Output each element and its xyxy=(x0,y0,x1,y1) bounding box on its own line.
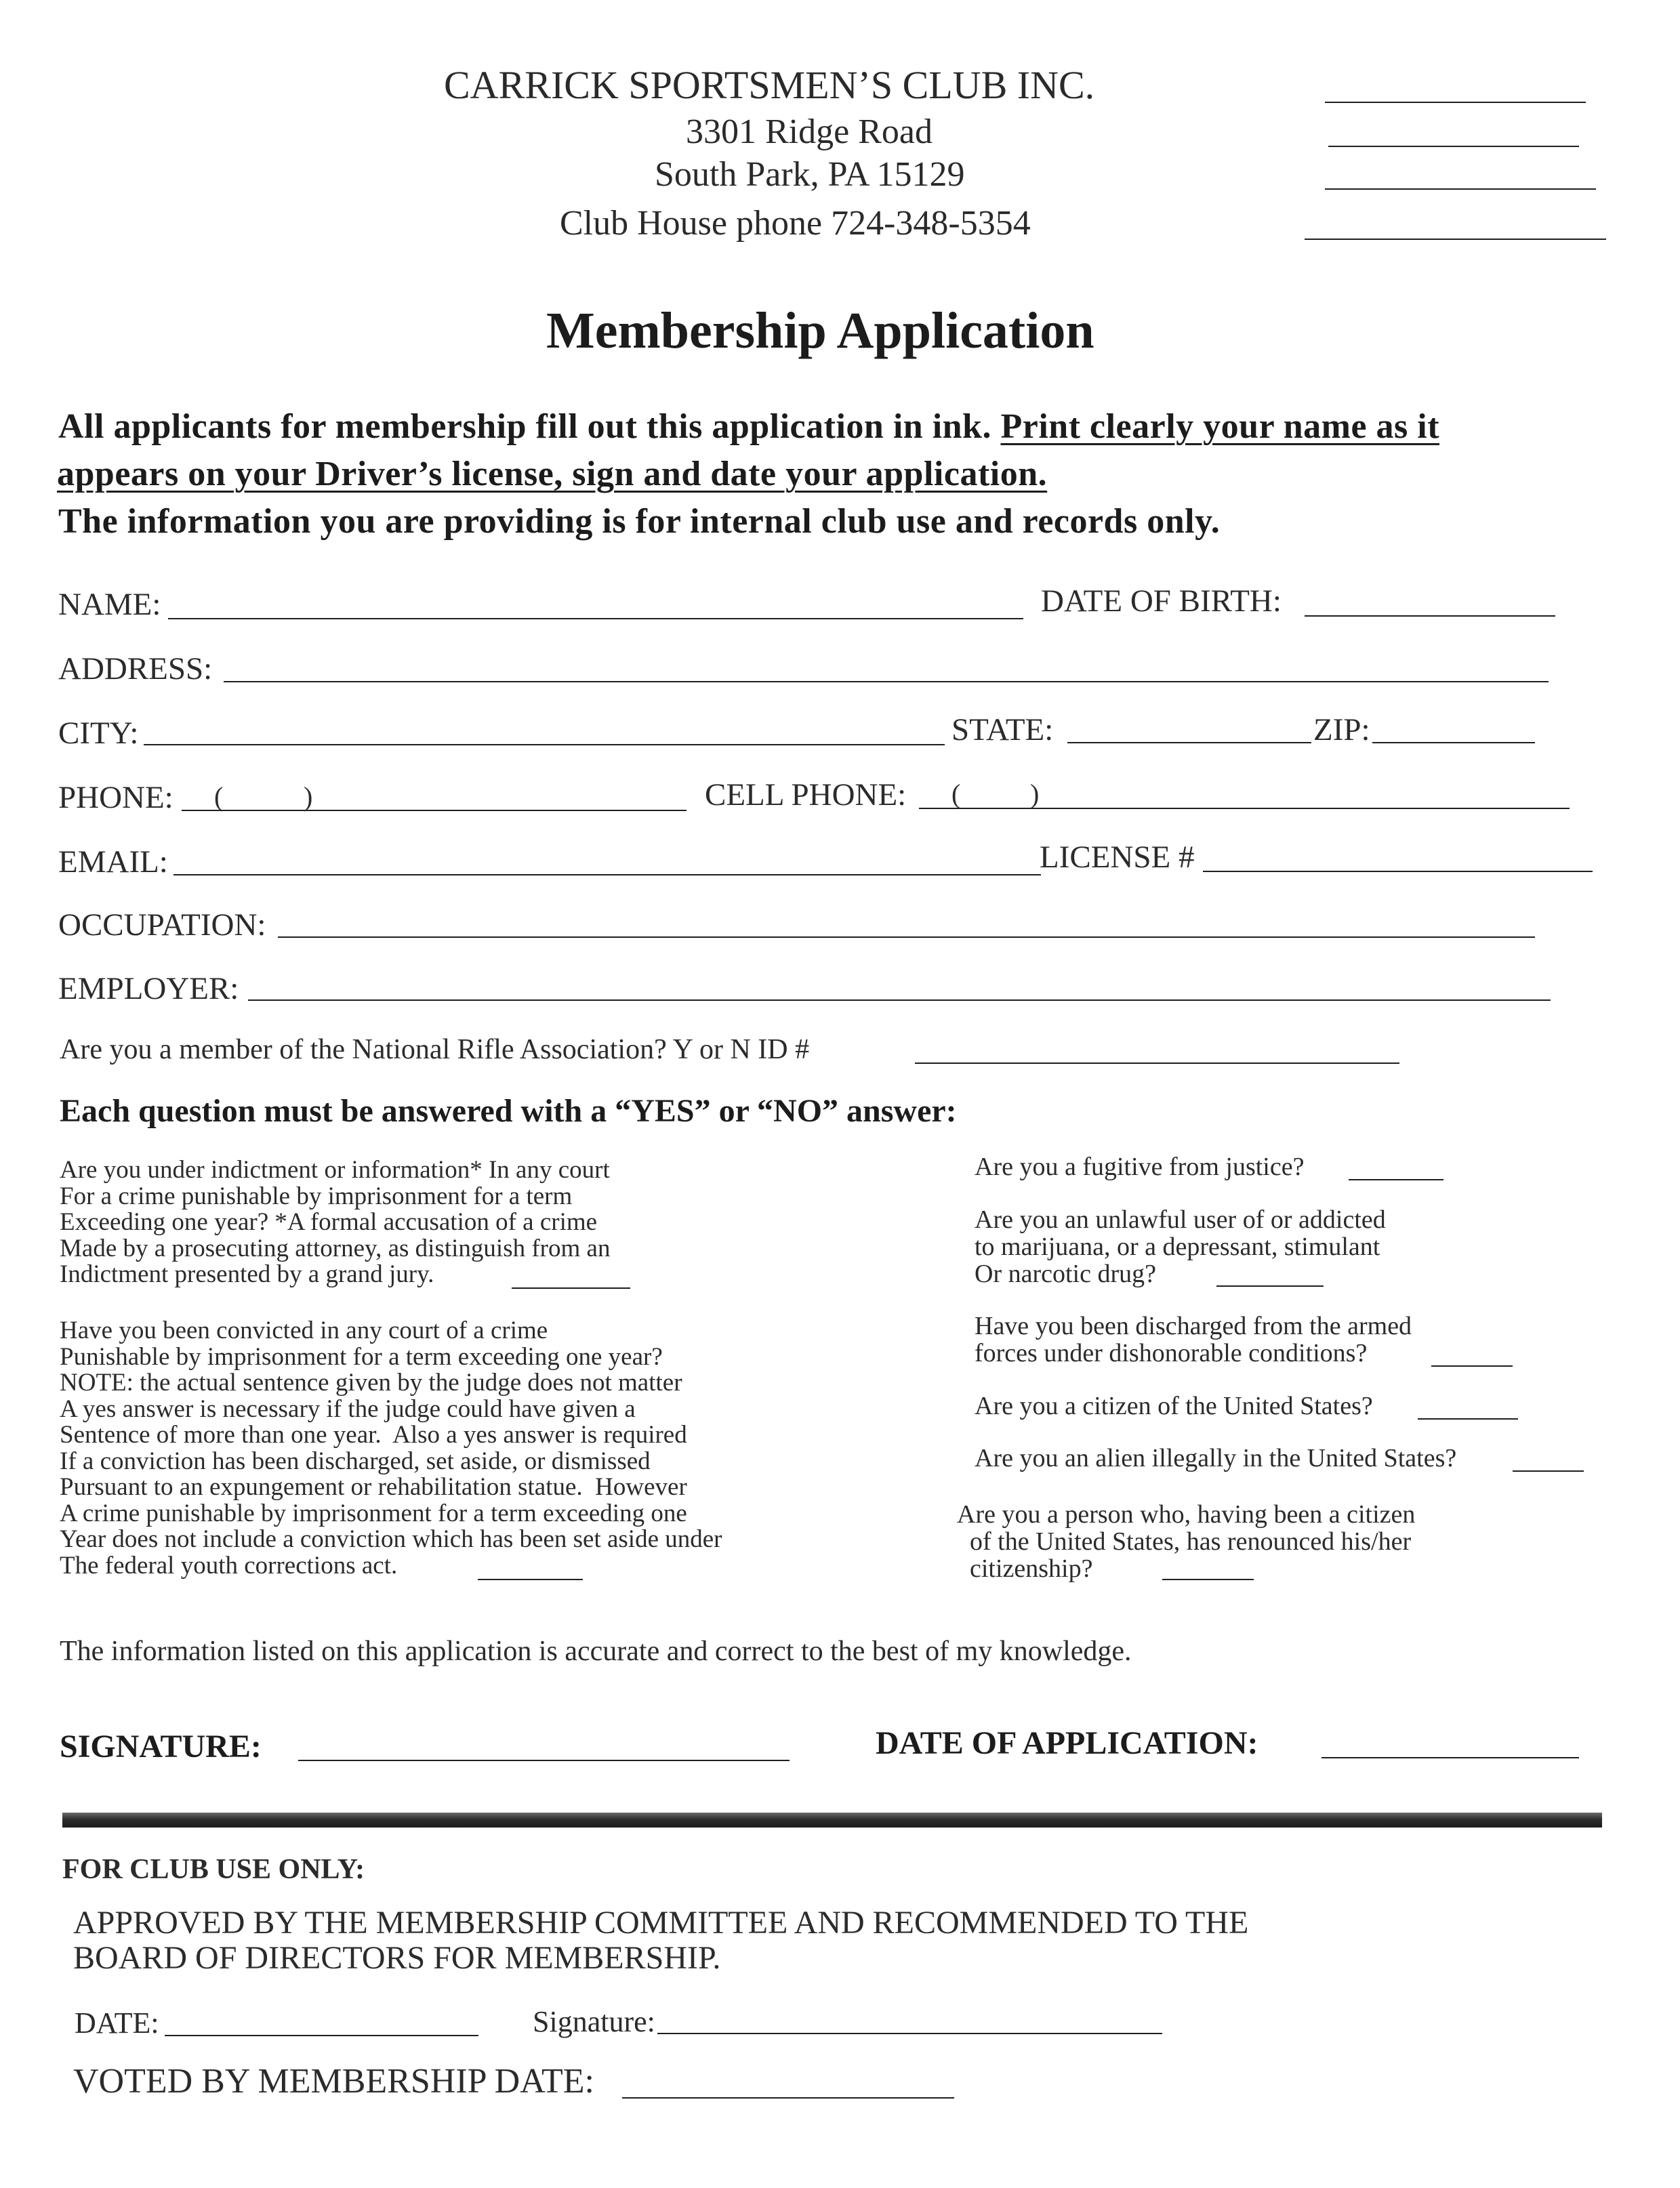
answer-illegal-alien[interactable] xyxy=(1513,1470,1584,1472)
phone-area-paren-open: ( xyxy=(214,781,224,812)
address-field[interactable] xyxy=(224,681,1549,682)
phone-area-paren-close: ) xyxy=(304,781,313,812)
club-use-signature-field[interactable] xyxy=(657,2033,1162,2034)
date-of-application-label: DATE OF APPLICATION: xyxy=(876,1725,1258,1761)
answer-convicted[interactable] xyxy=(478,1579,583,1580)
cell-area-paren-close: ) xyxy=(1030,779,1040,809)
question-drug-user: Are you an unlawful user of or addicted to marijuana, or a depressant, stimulant Or narcotic drug? xyxy=(975,1205,1386,1288)
dob-field[interactable] xyxy=(1305,615,1555,617)
club-city-state: South Park, PA 15129 xyxy=(655,155,965,194)
instructions-line-2: appears on your Driver’s license, sign and date your application. xyxy=(57,455,1048,493)
attestation-text: The information listed on this application is accurate and correct to the best of my knowledge. xyxy=(60,1636,1132,1667)
signature-label: SIGNATURE: xyxy=(60,1729,262,1764)
employer-label: EMPLOYER: xyxy=(58,971,239,1006)
office-use-line-1[interactable] xyxy=(1325,102,1586,103)
club-use-approved-text: APPROVED BY THE MEMBERSHIP COMMITTEE AND RECOMMENDED TO THE BOARD OF DIRECTORS FOR MEMBERSHIP. xyxy=(73,1905,1249,1976)
zip-field[interactable] xyxy=(1372,742,1535,743)
phone-field[interactable] xyxy=(182,810,687,811)
club-street: 3301 Ridge Road xyxy=(686,112,933,151)
question-discharged: Have you been discharged from the armed forces under dishonorable conditions? xyxy=(975,1312,1412,1367)
answer-discharged[interactable] xyxy=(1431,1365,1513,1367)
phone-label: PHONE: xyxy=(58,780,173,815)
zip-label: ZIP: xyxy=(1313,712,1370,747)
page-title: Membership Application xyxy=(546,302,1094,359)
answer-citizen[interactable] xyxy=(1418,1418,1518,1420)
office-use-line-4[interactable] xyxy=(1305,239,1606,240)
employer-field[interactable] xyxy=(248,999,1551,1001)
city-label: CITY: xyxy=(58,716,139,751)
nra-question: Are you a member of the National Rifle Association? Y or N ID # xyxy=(60,1034,810,1065)
voted-by-membership-label: VOTED BY MEMBERSHIP DATE: xyxy=(73,2062,594,2101)
question-fugitive: Are you a fugitive from justice? xyxy=(975,1153,1305,1181)
club-use-date-field[interactable] xyxy=(165,2035,478,2036)
name-label: NAME: xyxy=(58,587,161,622)
section-divider xyxy=(62,1813,1602,1828)
answer-fugitive[interactable] xyxy=(1349,1179,1443,1180)
occupation-field[interactable] xyxy=(278,936,1535,938)
club-phone: Club House phone 724-348-5354 xyxy=(560,204,1031,243)
license-label: LICENSE # xyxy=(1040,840,1195,875)
instructions-line-3: The information you are providing is for internal club use and records only. xyxy=(58,502,1221,541)
state-label: STATE: xyxy=(951,712,1054,747)
instructions-line-1 xyxy=(58,407,1439,447)
instructions-line-1a: All applicants for membership fill out this application in ink. xyxy=(58,407,1001,446)
state-field[interactable] xyxy=(1067,742,1311,743)
occupation-label: OCCUPATION: xyxy=(58,907,266,943)
email-field[interactable] xyxy=(173,874,1041,875)
club-use-signature-label: Signature: xyxy=(533,2005,655,2038)
answer-drug-user[interactable] xyxy=(1216,1285,1324,1287)
address-label: ADDRESS: xyxy=(58,651,213,686)
question-indictment: Are you under indictment or information* In any court For a crime punishable by imprisonment for a term Exceeding one year? *A formal accusation of a crime Made by a prosecuting attorney, as distinguish from an Indictment presented by a grand jury. xyxy=(60,1156,611,1288)
answer-renounced[interactable] xyxy=(1162,1579,1254,1580)
club-use-date-label: DATE: xyxy=(75,2006,159,2040)
club-name: CARRICK SPORTSMEN’S CLUB INC. xyxy=(444,63,1095,107)
answer-indictment[interactable] xyxy=(512,1287,630,1289)
question-citizen: Are you a citizen of the United States? xyxy=(975,1392,1373,1420)
city-field[interactable] xyxy=(144,744,945,745)
license-field[interactable] xyxy=(1203,871,1593,872)
signature-field[interactable] xyxy=(298,1760,790,1761)
name-field[interactable] xyxy=(168,618,1023,619)
cell-area-paren-open: ( xyxy=(951,779,961,809)
instructions-line-1b: Print clearly your name as it xyxy=(1000,407,1440,446)
office-use-line-2[interactable] xyxy=(1328,146,1579,147)
questions-heading: Each question must be answered with a “YES” or “NO” answer: xyxy=(60,1093,957,1129)
cell-phone-field[interactable] xyxy=(919,808,1570,809)
dob-label: DATE OF BIRTH: xyxy=(1041,583,1282,619)
nra-id-field[interactable] xyxy=(915,1062,1399,1064)
email-label: EMAIL: xyxy=(58,844,168,880)
question-renounced: Are you a person who, having been a citizen of the United States, has renounced his/her citizenship? xyxy=(957,1500,1416,1583)
club-use-heading: FOR CLUB USE ONLY: xyxy=(62,1854,365,1885)
date-of-application-field[interactable] xyxy=(1322,1757,1579,1758)
office-use-line-3[interactable] xyxy=(1325,188,1596,190)
question-illegal-alien: Are you an alien illegally in the United States? xyxy=(975,1444,1457,1472)
voted-by-membership-date-field[interactable] xyxy=(622,2097,954,2099)
cell-phone-label: CELL PHONE: xyxy=(705,777,907,812)
question-convicted: Have you been convicted in any court of a crime Punishable by imprisonment for a term exceeding one year? NOTE: the actual sentence given by the judge does not matter A yes answer is necessary if the judge could have given a Sentence of more than one year. Also a yes answer is required If a conviction has been discharged, set aside, or dismissed Pursuant to an expungement or rehabilitation statue. However A crime punishable by imprisonment for a term exceeding one Year does not include a conviction which has been set aside under The federal youth corrections act. xyxy=(60,1317,722,1580)
